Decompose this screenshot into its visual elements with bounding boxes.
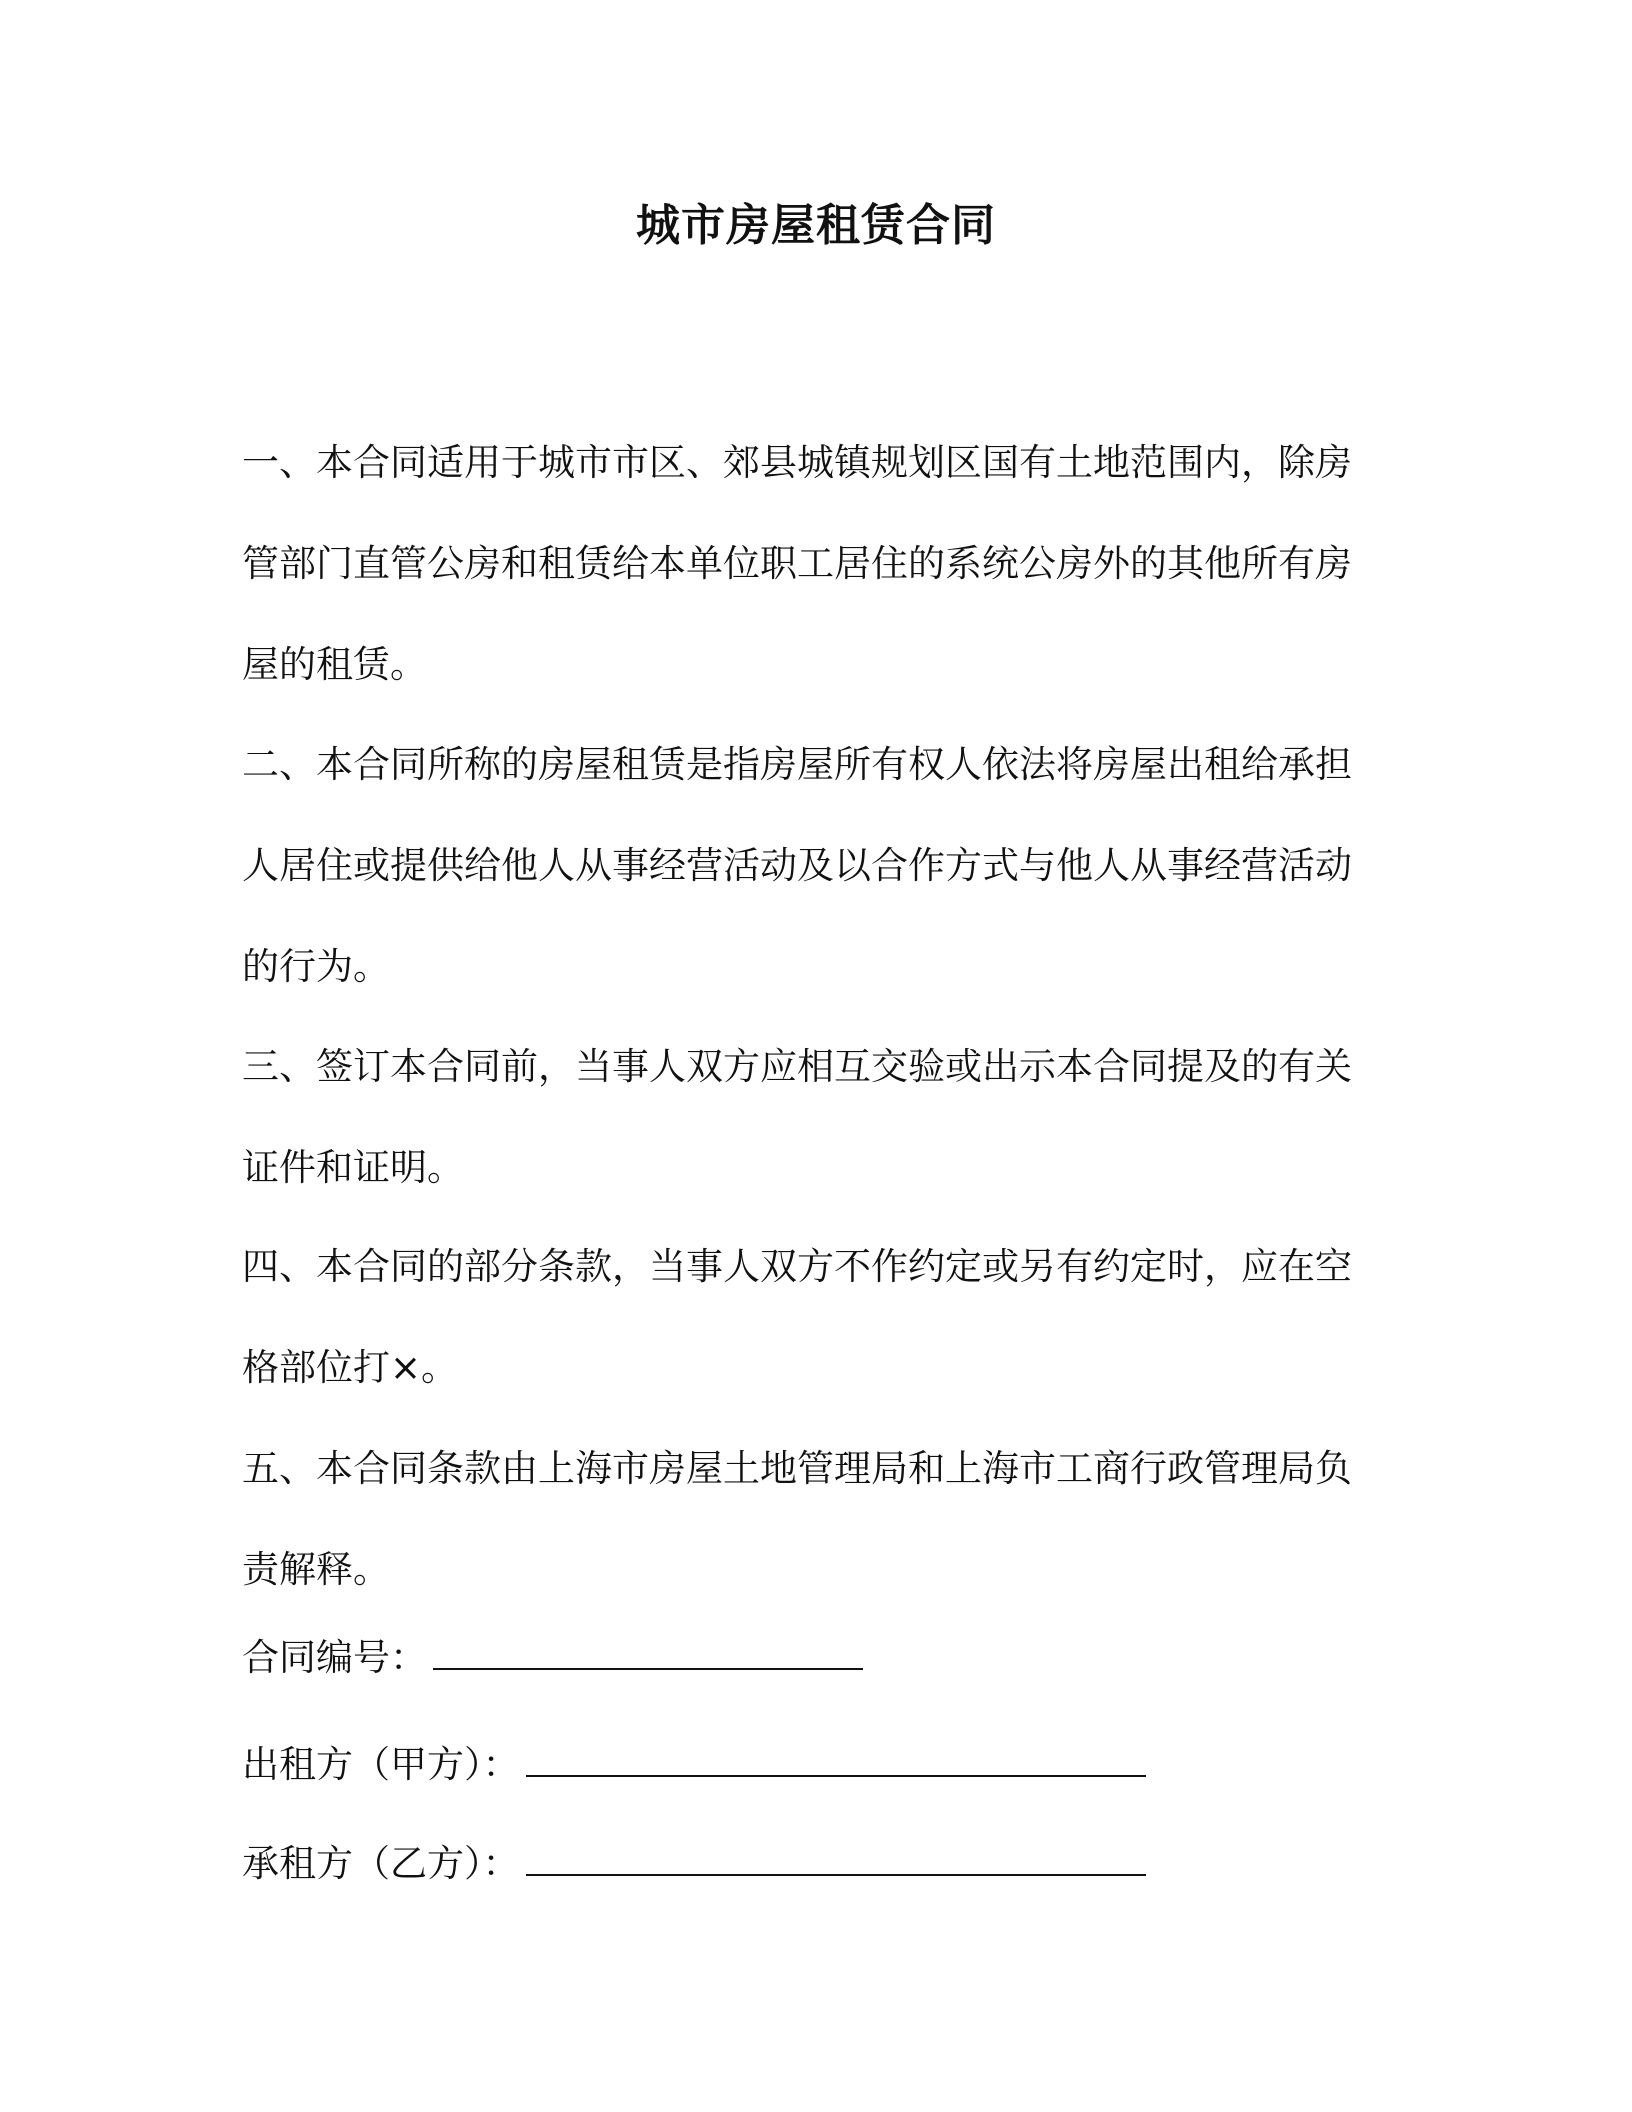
contract-number-label: 合同编号： (242, 1636, 427, 1679)
lessee-blank (526, 1830, 1146, 1876)
clause-5: 五、本合同条款由上海市房屋土地管理局和上海市工商行政管理局负责解释。 (242, 1447, 1352, 1591)
clause-3: 三、签订本合同前，当事人双方应相互交验或出示本合同提及的有关证件和证明。 (242, 1045, 1352, 1189)
lessee-label: 承租方（乙方）： (242, 1842, 520, 1885)
clause-1: 一、本合同适用于城市市区、郊县城镇规划区国有土地范围内，除房管部门直管公房和租赁给本单位职工居住的系统公房外的其他所有房屋的租赁。 (242, 441, 1352, 686)
document-title: 城市房屋租赁合同 (636, 200, 996, 251)
lessor-field (242, 1731, 1146, 1795)
contract-number-field (242, 1624, 863, 1688)
lessor-label: 出租方（甲方）： (242, 1743, 520, 1786)
lessor-blank (526, 1731, 1146, 1777)
contract-number-blank (433, 1624, 863, 1670)
clause-4: 四、本合同的部分条款，当事人双方不作约定或另有约定时，应在空格部位打×。 (242, 1245, 1352, 1389)
lessee-field (242, 1830, 1146, 1894)
clause-2: 二、本合同所称的房屋租赁是指房屋所有权人依法将房屋出租给承担人居住或提供给他人从事经营活动及以合作方式与他人从事经营活动的行为。 (242, 743, 1352, 988)
